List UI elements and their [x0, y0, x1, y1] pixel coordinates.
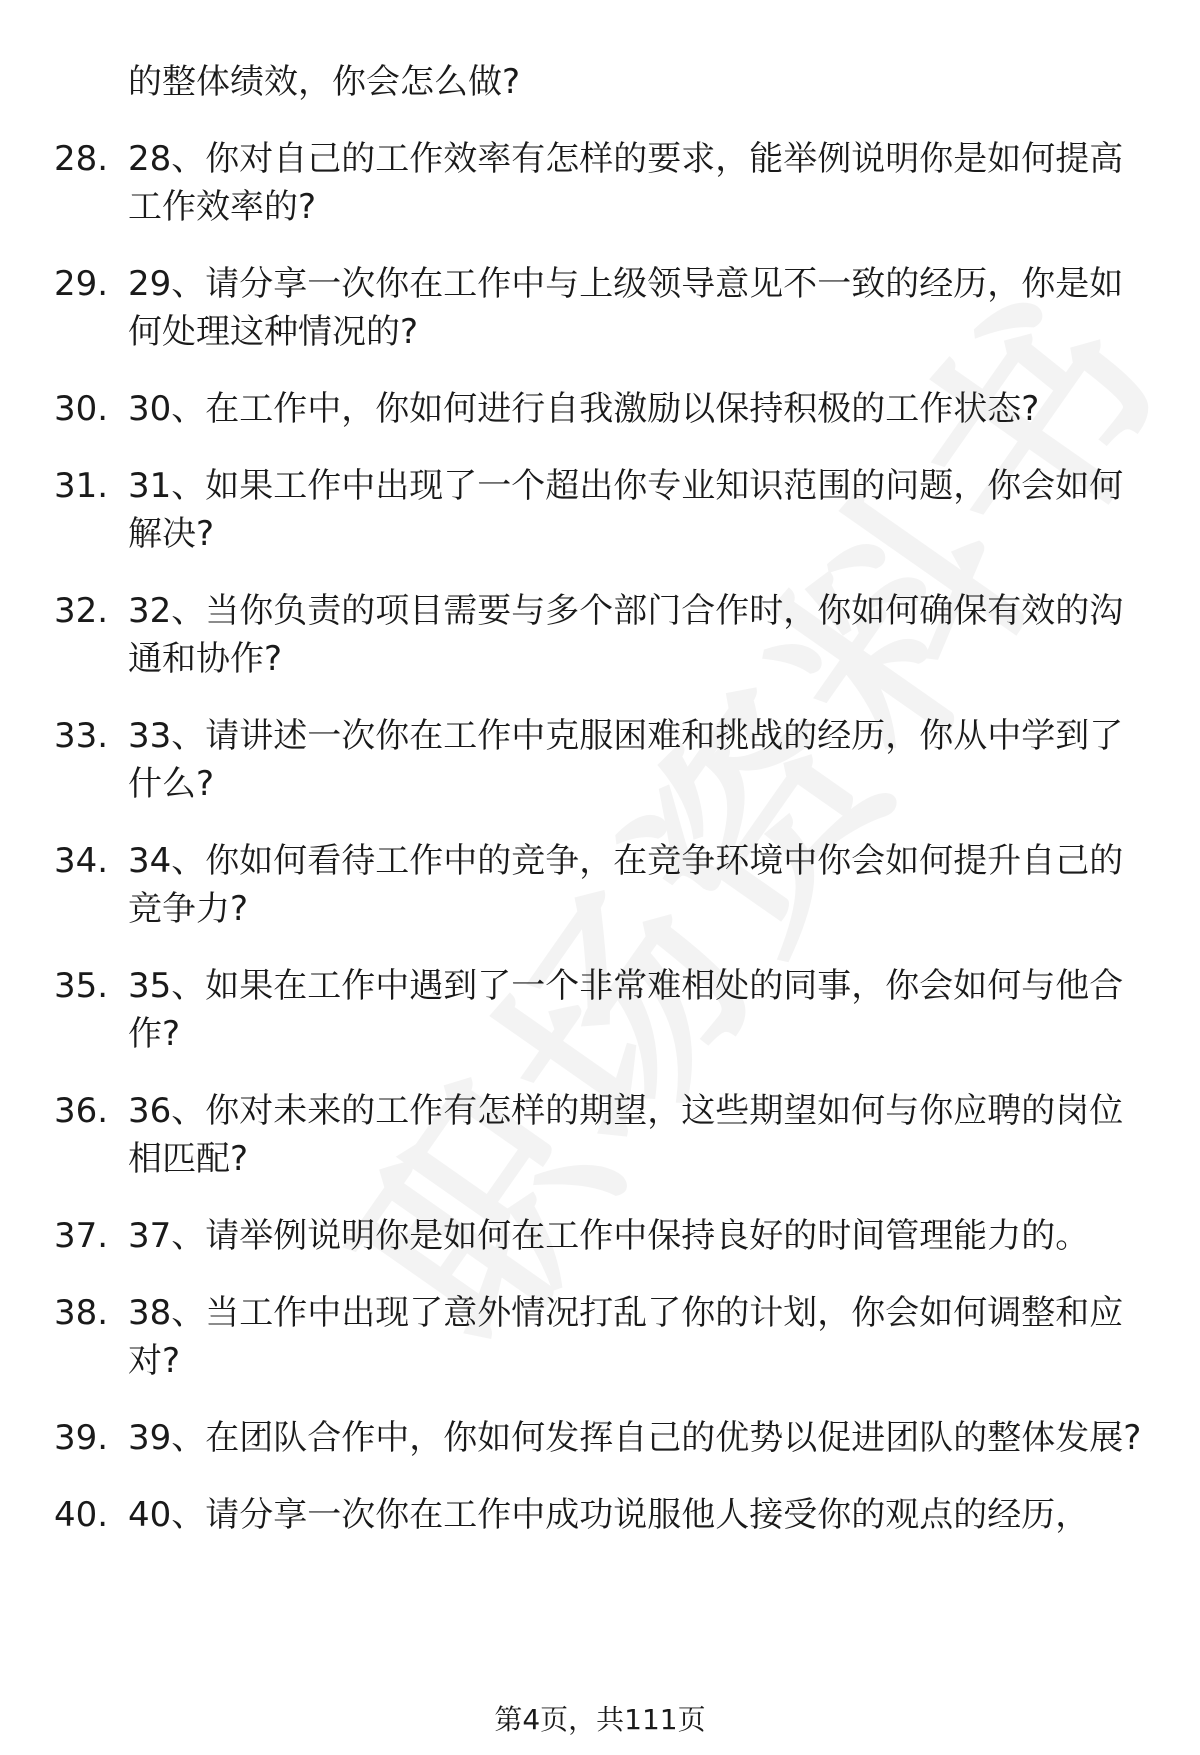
question-number: 29.: [54, 264, 109, 304]
question-text: 39、在团队合作中，你如何发挥自己的优势以促进团队的整体发展?: [128, 1418, 1142, 1458]
question-number: 37.: [54, 1216, 109, 1256]
question-text: 29、请分享一次你在工作中与上级领导意见不一致的经历，你是如何处理这种情况的?: [128, 264, 1124, 352]
question-number: 32.: [54, 591, 109, 631]
question-number: 39.: [54, 1418, 109, 1458]
question-number: 36.: [54, 1091, 109, 1131]
question-text: 33、请讲述一次你在工作中克服困难和挑战的经历，你从中学到了什么?: [128, 716, 1124, 804]
list-item: [0, 587, 1200, 683]
list-item: [0, 1414, 1200, 1462]
list-item: [0, 1087, 1200, 1183]
list-item: [0, 1212, 1200, 1260]
question-number: 38.: [54, 1293, 109, 1333]
question-number: 33.: [54, 716, 109, 756]
question-text: 38、当工作中出现了意外情况打乱了你的计划，你会如何调整和应对?: [128, 1293, 1124, 1381]
list-item: [0, 1491, 1200, 1539]
question-text: 28、你对自己的工作效率有怎样的要求，能举例说明你是如何提高工作效率的?: [128, 139, 1124, 227]
question-number: 34.: [54, 841, 109, 881]
question-list: [0, 58, 1200, 1568]
question-text: 36、你对未来的工作有怎样的期望，这些期望如何与你应聘的岗位相匹配?: [128, 1091, 1124, 1179]
question-text: 32、当你负责的项目需要与多个部门合作时，你如何确保有效的沟通和协作?: [128, 591, 1124, 679]
question-text: 31、如果工作中出现了一个超出你专业知识范围的问题，你会如何解决?: [128, 466, 1124, 554]
page-footer: 第4页，共111页: [494, 1703, 706, 1736]
question-text: 35、如果在工作中遇到了一个非常难相处的同事，你会如何与他合作?: [128, 966, 1124, 1054]
question-number: 30.: [54, 389, 109, 429]
question-text: 的整体绩效，你会怎么做?: [128, 62, 521, 102]
list-item: [0, 962, 1200, 1058]
question-text: 37、请举例说明你是如何在工作中保持良好的时间管理能力的。: [128, 1216, 1090, 1256]
question-text: 34、你如何看待工作中的竞争，在竞争环境中你会如何提升自己的竞争力?: [128, 841, 1124, 929]
question-text: 30、在工作中，你如何进行自我激励以保持积极的工作状态?: [128, 389, 1040, 429]
question-text: 40、请分享一次你在工作中成功说服他人接受你的观点的经历，: [128, 1495, 1090, 1535]
question-number: 31.: [54, 466, 109, 506]
list-item: [0, 712, 1200, 808]
list-item: [0, 135, 1200, 231]
question-number: 35.: [54, 966, 109, 1006]
list-item-continuation: [0, 58, 1200, 106]
question-number: 28.: [54, 139, 109, 179]
list-item: [0, 1289, 1200, 1385]
list-item: [0, 837, 1200, 933]
list-item: [0, 385, 1200, 433]
list-item: [0, 260, 1200, 356]
question-number: 40.: [54, 1495, 109, 1535]
list-item: [0, 462, 1200, 558]
